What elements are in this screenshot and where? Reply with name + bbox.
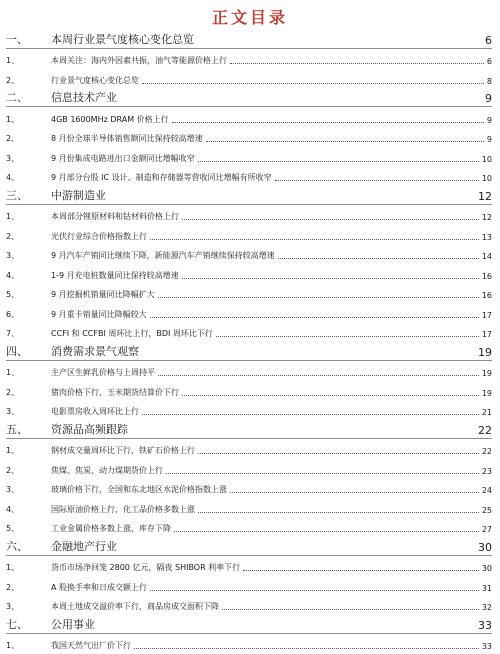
toc-leader-dots xyxy=(243,570,479,571)
toc-leader-dots xyxy=(230,63,484,64)
toc-leader-dots xyxy=(198,453,479,454)
toc-section-entry[interactable] xyxy=(0,420,500,440)
toc-section-entry[interactable] xyxy=(0,537,500,557)
toc-subsection-entry[interactable] xyxy=(0,596,500,616)
toc-leader-dots xyxy=(150,317,479,318)
toc-subsection-entry[interactable] xyxy=(0,284,500,304)
toc-leader-dots xyxy=(198,512,479,513)
toc-subsection-entry[interactable] xyxy=(0,108,500,128)
toc-entry-title: CCFI 和 CCFBI 周环比上行，BDI 周环比下行 xyxy=(51,328,213,339)
toc-leader-dots xyxy=(142,414,479,415)
toc-entry-number: 三、 xyxy=(6,187,28,203)
toc-section-entry[interactable] xyxy=(0,30,500,50)
page-title: 正文目录 xyxy=(0,5,500,28)
toc-entry-page-number: 25 xyxy=(482,506,492,515)
toc-entry-page-number: 9 xyxy=(485,92,492,105)
toc-leader-dots xyxy=(216,336,479,337)
toc-entry-page-number: 9 xyxy=(487,116,492,125)
toc-section-entry[interactable] xyxy=(0,342,500,362)
toc-entry-title: 我国天然气出厂价下行 xyxy=(51,640,131,651)
toc-entry-number: 五、 xyxy=(6,421,28,437)
toc-subsection-entry[interactable] xyxy=(0,167,500,187)
toc-entry-title: A 股换手率和日成交额上行 xyxy=(51,582,147,593)
toc-entry-page-number: 12 xyxy=(478,190,492,203)
toc-entry-title: 工业金属价格多数上涨，库存下降 xyxy=(51,523,171,534)
toc-entry-number: 2、 xyxy=(6,465,19,476)
toc-subsection-entry[interactable] xyxy=(0,245,500,265)
toc-section-entry[interactable] xyxy=(0,186,500,206)
toc-entry-number: 2、 xyxy=(6,582,19,593)
toc-entry-title: 国际原油价格上行，化工品价格多数上涨 xyxy=(51,504,195,515)
toc-subsection-entry[interactable] xyxy=(0,381,500,401)
toc-entry-page-number: 16 xyxy=(482,272,492,281)
toc-entry-page-number: 10 xyxy=(482,174,492,183)
toc-entry-number: 4、 xyxy=(6,172,19,183)
toc-entry-number: 2、 xyxy=(6,231,19,242)
toc-entry-title: 本周土地成交溢价率下行，商品房成交面积下降 xyxy=(51,601,219,612)
toc-leader-dots xyxy=(182,278,479,279)
toc-entry-page-number: 19 xyxy=(478,346,492,359)
toc-entry-number: 3、 xyxy=(6,601,19,612)
toc-entry-page-number: 17 xyxy=(482,311,492,320)
toc-entry-title: 9 月挖掘机销量同比降幅扩大 xyxy=(51,289,155,300)
toc-leader-dots xyxy=(150,239,479,240)
toc-entry-number: 二、 xyxy=(6,89,28,105)
toc-entry-number: 一、 xyxy=(6,31,28,47)
toc-subsection-entry[interactable] xyxy=(0,323,500,343)
toc-entry-title: 主产区生鲜乳价格与上周持平 xyxy=(51,367,155,378)
toc-leader-dots xyxy=(222,609,479,610)
toc-entry-title: 9 月汽车产销同比继续下降，新能源汽车产销继续保持较高增速 xyxy=(51,250,275,261)
toc-entry-number: 5、 xyxy=(6,523,19,534)
toc-entry-title: 1-9 月充电桩数量同比保持较高增速 xyxy=(51,270,179,281)
toc-entry-title: 猪肉价格下行，玉米期货结算价下行 xyxy=(51,387,179,398)
toc-entry-page-number: 10 xyxy=(482,155,492,164)
toc-leader-dots xyxy=(150,590,479,591)
toc-entry-title: 9 月份集成电路进出口金额同比增幅收窄 xyxy=(51,153,195,164)
toc-entry-number: 1、 xyxy=(6,367,19,378)
toc-entry-number: 2、 xyxy=(6,75,19,86)
toc-leader-dots xyxy=(206,141,484,142)
toc-entry-number: 5、 xyxy=(6,289,19,300)
toc-leader-dots xyxy=(198,161,479,162)
toc-entry-number: 3、 xyxy=(6,406,19,417)
toc-subsection-entry[interactable] xyxy=(0,479,500,499)
toc-subsection-entry[interactable] xyxy=(0,401,500,421)
toc-entry-title: 4GB 1600MHz DRAM 价格上行 xyxy=(51,114,169,125)
toc-section-entry[interactable] xyxy=(0,615,500,635)
toc-entry-title: 消费需求景气观察 xyxy=(51,343,139,359)
table-of-contents xyxy=(0,30,500,654)
toc-entry-number: 4、 xyxy=(6,270,19,281)
toc-entry-title: 电影票房收入周环比上行 xyxy=(51,406,139,417)
toc-entry-page-number: 14 xyxy=(482,252,492,261)
toc-entry-number: 2、 xyxy=(6,387,19,398)
toc-subsection-entry[interactable] xyxy=(0,576,500,596)
toc-entry-title: 光伏行业综合价格指数上行 xyxy=(51,231,147,242)
toc-entry-page-number: 22 xyxy=(482,447,492,456)
toc-section-entry[interactable] xyxy=(0,89,500,109)
toc-entry-page-number: 13 xyxy=(482,233,492,242)
toc-entry-title: 资源品高频跟踪 xyxy=(51,421,128,437)
toc-entry-number: 2、 xyxy=(6,133,19,144)
toc-subsection-entry[interactable] xyxy=(0,557,500,577)
toc-entry-page-number: 12 xyxy=(482,213,492,222)
toc-subsection-entry[interactable] xyxy=(0,518,500,538)
toc-entry-title: 本周部分锂原材料和钴材料价格上行 xyxy=(51,211,179,222)
toc-leader-dots xyxy=(230,492,479,493)
toc-entry-page-number: 9 xyxy=(487,135,492,144)
toc-entry-number: 1、 xyxy=(6,55,19,66)
toc-subsection-entry[interactable] xyxy=(0,264,500,284)
toc-subsection-entry[interactable] xyxy=(0,459,500,479)
toc-entry-page-number: 30 xyxy=(482,564,492,573)
toc-entry-number: 1、 xyxy=(6,640,19,651)
toc-entry-page-number: 16 xyxy=(482,291,492,300)
toc-entry-page-number: 6 xyxy=(487,57,492,66)
toc-leader-dots xyxy=(278,258,479,259)
toc-entry-page-number: 27 xyxy=(482,525,492,534)
toc-entry-number: 七、 xyxy=(6,616,28,632)
toc-entry-number: 1、 xyxy=(6,114,19,125)
toc-entry-number: 6、 xyxy=(6,309,19,320)
toc-entry-page-number: 31 xyxy=(482,584,492,593)
toc-entry-page-number: 6 xyxy=(485,34,492,47)
toc-entry-page-number: 33 xyxy=(482,642,492,651)
toc-subsection-entry[interactable] xyxy=(0,635,500,654)
toc-entry-title: 玻璃价格下行，全国和东北地区水泥价格指数上涨 xyxy=(51,484,227,495)
toc-leader-dots xyxy=(134,648,479,649)
toc-entry-page-number: 23 xyxy=(482,467,492,476)
toc-entry-title: 中游制造业 xyxy=(51,187,106,203)
toc-entry-page-number: 21 xyxy=(482,408,492,417)
toc-entry-title: 本周关注：海内外因素共振，油气等能源价格上行 xyxy=(51,55,227,66)
toc-leader-dots xyxy=(172,122,484,123)
toc-leader-dots xyxy=(158,375,479,376)
toc-subsection-entry[interactable] xyxy=(0,147,500,167)
toc-entry-page-number: 19 xyxy=(482,389,492,398)
toc-subsection-entry[interactable] xyxy=(0,225,500,245)
toc-entry-number: 四、 xyxy=(6,343,28,359)
toc-entry-number: 7、 xyxy=(6,328,19,339)
toc-leader-dots xyxy=(142,83,484,84)
toc-entry-title: 信息技术产业 xyxy=(51,89,117,105)
toc-leader-dots xyxy=(182,395,479,396)
toc-entry-title: 8 月份全球半导体销售额同比保持较高增速 xyxy=(51,133,203,144)
toc-entry-title: 本周行业景气度核心变化总览 xyxy=(51,31,194,47)
toc-entry-number: 3、 xyxy=(6,153,19,164)
toc-entry-number: 1、 xyxy=(6,211,19,222)
toc-entry-title: 钢材成交量周环比下行，铁矿石价格上行 xyxy=(51,445,195,456)
toc-subsection-entry[interactable] xyxy=(0,50,500,70)
toc-leader-dots xyxy=(275,180,479,181)
toc-leader-dots xyxy=(174,531,479,532)
toc-subsection-entry[interactable] xyxy=(0,303,500,323)
toc-subsection-entry[interactable] xyxy=(0,128,500,148)
toc-entry-number: 3、 xyxy=(6,484,19,495)
toc-leader-dots xyxy=(158,297,479,298)
toc-entry-title: 焦煤、焦炭、动力煤期货价上行 xyxy=(51,465,163,476)
toc-subsection-entry[interactable] xyxy=(0,69,500,89)
toc-entry-title: 9 月重卡销量同比降幅较大 xyxy=(51,309,147,320)
toc-entry-page-number: 33 xyxy=(478,619,492,632)
toc-entry-page-number: 24 xyxy=(482,486,492,495)
toc-entry-title: 行业景气度核心变化总览 xyxy=(51,75,139,86)
toc-entry-title: 货币市场净回笼 2800 亿元，隔夜 SHIBOR 利率下行 xyxy=(51,562,240,573)
toc-subsection-entry[interactable] xyxy=(0,498,500,518)
toc-entry-number: 1、 xyxy=(6,562,19,573)
toc-entry-number: 4、 xyxy=(6,504,19,515)
toc-entry-page-number: 30 xyxy=(478,541,492,554)
toc-entry-title: 9 月部分台股 IC 设计、制造和存储器等营收同比增幅有所收窄 xyxy=(51,172,272,183)
toc-entry-title: 公用事业 xyxy=(51,616,95,632)
toc-leader-dots xyxy=(182,219,479,220)
toc-entry-page-number: 22 xyxy=(478,424,492,437)
toc-entry-title: 金融地产行业 xyxy=(51,538,117,554)
toc-subsection-entry[interactable] xyxy=(0,440,500,460)
toc-entry-page-number: 17 xyxy=(482,330,492,339)
toc-entry-number: 1、 xyxy=(6,445,19,456)
toc-entry-number: 3、 xyxy=(6,250,19,261)
toc-entry-page-number: 19 xyxy=(482,369,492,378)
toc-entry-number: 六、 xyxy=(6,538,28,554)
toc-leader-dots xyxy=(166,473,479,474)
toc-entry-page-number: 32 xyxy=(482,603,492,612)
toc-subsection-entry[interactable] xyxy=(0,362,500,382)
toc-subsection-entry[interactable] xyxy=(0,206,500,226)
toc-entry-page-number: 8 xyxy=(487,77,492,86)
